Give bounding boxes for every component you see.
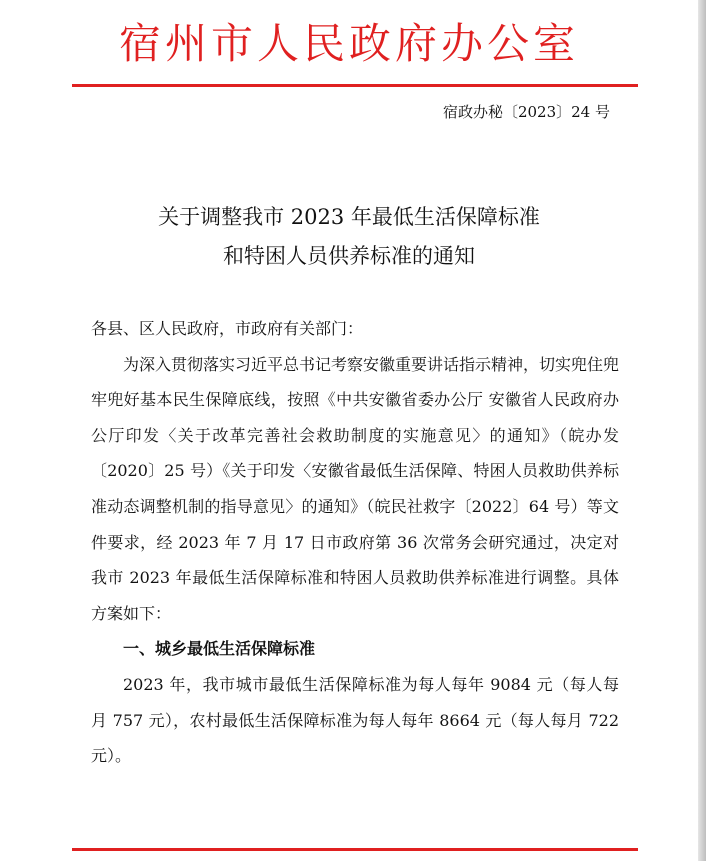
masthead-title: 宿州市人民政府办公室 [118,19,579,68]
masthead-red-rule [72,84,638,87]
body-paragraph-1: 为深入贯彻落实习近平总书记考察安徽重要讲话指示精神，切实兜住兜牢兜好基本民生保障底线，按照《中共安徽省委办公厅 安徽省人民政府办公厅印发〈关于改革完善社会救助制度的实施意见〉的通知》（皖办发〔2020〕25 号）《关于印发〈安徽省最低生活保障、特困人员救助供养标准动态调整机制的指导意见〉的通知》（皖民社救字〔2022〕64 号）等文件要求，经 2023 年 7 月 17 日市政府第 36 次常务会研究通过，决定对我市 2023 年最低生活保障标准和特困人员救助供养标准进行调整。具体方案如下： [91,354,620,623]
section-heading-1: 一、城乡最低生活保障标准 [123,639,316,659]
footer-red-rule [72,848,638,851]
page-edge-shadow [698,0,706,861]
document-number: 宿政办秘〔2023〕24 号 [442,103,610,121]
title-line-2: 和特困人员供养标准的通知 [223,244,475,268]
salutation: 各县、区人民政府，市政府有关部门： [91,319,364,338]
body-paragraph-2: 2023 年，我市城市最低生活保障标准为每人每年 9084 元（每人每月 757 元），农村最低生活保障标准为每人每年 8664 元（每人每月 722 元）。 [91,674,619,766]
document-body [91,311,619,774]
document-title [0,198,698,276]
title-line-1: 关于调整我市 2023 年最低生活保障标准 [158,205,540,229]
